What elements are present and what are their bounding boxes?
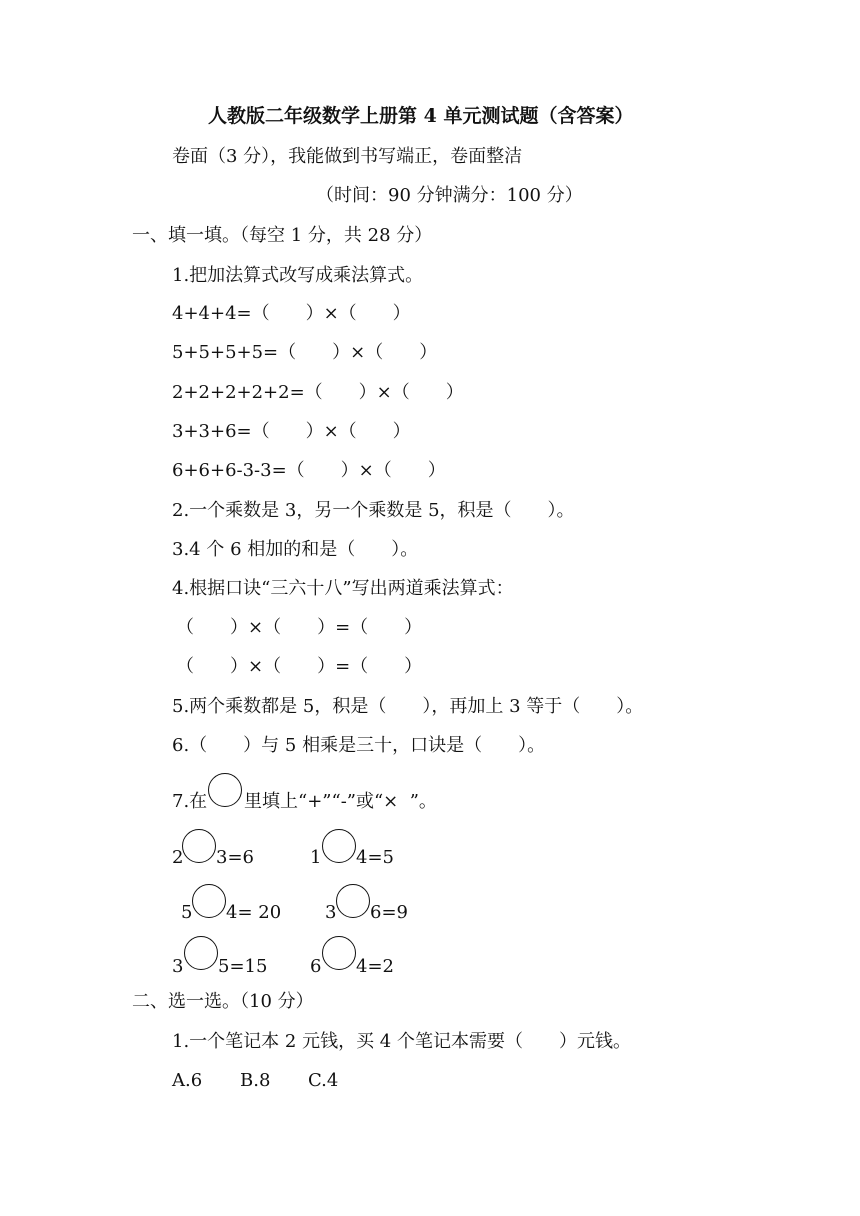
q7-item-3-left: 5 [181,902,193,923]
section-2-question-1-text: 1.一个笔记本 2 元钱，买 4 个笔记本需要（ ）元钱。 [172,1031,631,1052]
q7-item-4-left: 3 [325,902,337,923]
option-c: C.4 [308,1070,339,1091]
q1-item-1: 4+4+4=（ ）×（ ） [172,303,411,324]
q7-item-2-left: 1 [310,847,322,868]
question-3-text: 3.4 个 6 相加的和是（ ）。 [172,539,419,560]
question-4-text: 4.根据口诀“三六十八”写出两道乘法算式： [172,578,514,599]
q7-item-4-right: 6=9 [370,902,408,923]
question-5-text: 5.两个乘数都是 5，积是（ ），再加上 3 等于（ ）。 [172,696,644,717]
q1-item-3: 2+2+2+2+2=（ ）×（ ） [172,382,464,403]
answer-circle-icon[interactable] [182,829,216,863]
option-a: A.6 [172,1070,203,1091]
q7-suffix: 里填上“+”“-”或“× ”。 [244,791,437,812]
q7-item-2-right: 4=5 [356,847,394,868]
q1-item-4: 3+3+6=（ ）×（ ） [172,421,411,442]
q7-item-3-right: 4= 20 [226,902,282,923]
question-1-text: 1.把加法算式改写成乘法算式。 [172,265,424,286]
page-title: 人教版二年级数学上册第 4 单元测试题（含答案） [208,105,634,127]
q7-item-1-right: 3=6 [216,847,254,868]
neatness-note: 卷面（3 分），我能做到书写端正，卷面整洁 [172,146,523,167]
q7-prefix: 7.在 [172,791,208,812]
answer-circle-icon[interactable] [336,884,370,918]
question-2-text: 2.一个乘数是 3，另一个乘数是 5，积是（ ）。 [172,500,575,521]
q1-item-2: 5+5+5+5=（ ）×（ ） [172,342,438,363]
section-2-heading: 二、选一选。（10 分） [132,991,314,1012]
answer-circle-icon[interactable] [322,936,356,970]
q4-row-1: （ ）×（ ）=（ ） [176,617,423,638]
option-b: B.8 [240,1070,271,1091]
question-6-text: 6.（ ）与 5 相乘是三十，口诀是（ ）。 [172,735,546,756]
q1-item-5: 6+6+6-3-3=（ ）×（ ） [172,460,446,481]
q7-item-1-left: 2 [172,847,184,868]
time-score-note: （时间：90 分钟满分：100 分） [316,185,583,206]
answer-circle-icon[interactable] [192,884,226,918]
q7-item-6-right: 4=2 [356,956,394,977]
q7-item-5-left: 3 [172,956,184,977]
q7-item-6-left: 6 [310,956,322,977]
q7-item-5-right: 5=15 [218,956,268,977]
section-1-heading: 一、填一填。（每空 1 分，共 28 分） [132,225,433,246]
answer-circle-icon[interactable] [184,936,218,970]
q4-row-2: （ ）×（ ）=（ ） [176,656,423,677]
answer-circle-icon[interactable] [322,829,356,863]
answer-circle-icon [208,773,242,807]
